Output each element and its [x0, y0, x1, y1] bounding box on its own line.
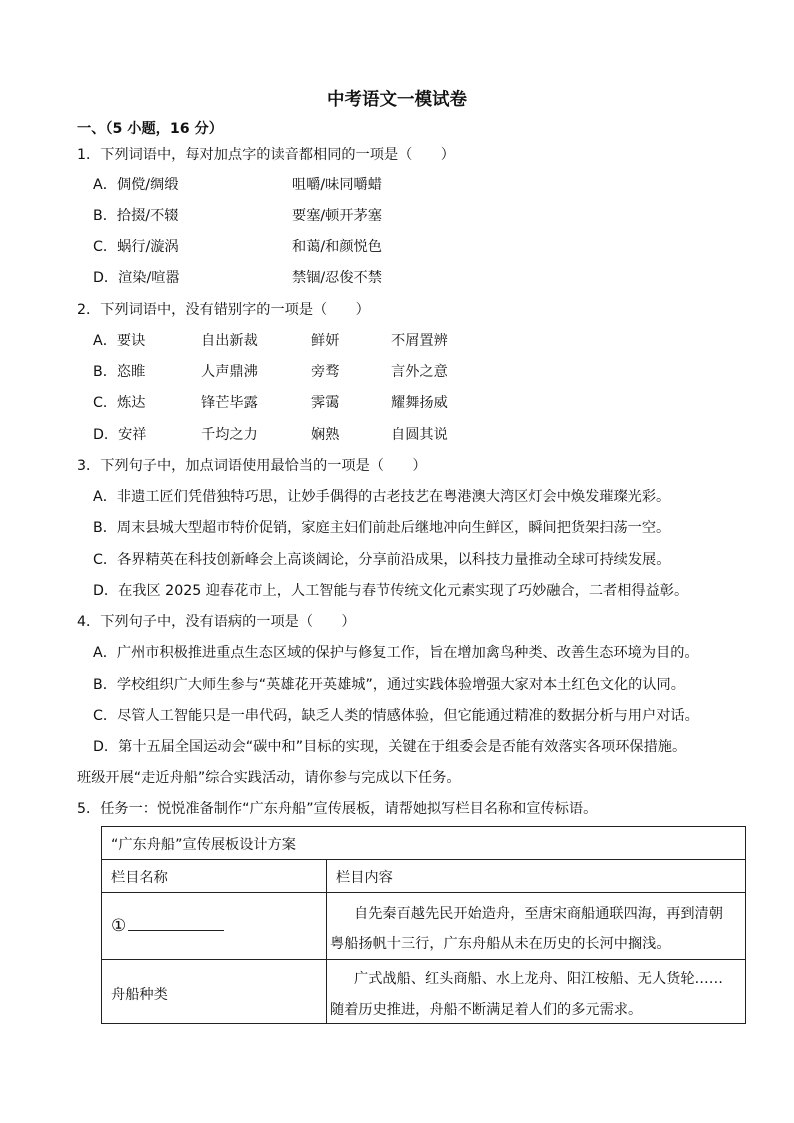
table-divider	[101, 959, 746, 960]
question-4-stem: 4．下列句子中，没有语病的一项是（ ）	[77, 614, 356, 630]
question-2-stem: 2．下列词语中，没有错别字的一项是（ ）	[77, 302, 370, 318]
q3-option-c: C．各界精英在科技创新峰会上高谈阔论，分享前沿成果，以科技力量推动全球可持续发展。	[93, 552, 671, 568]
row1-content-line2: 粤船扬帆十三行，广东舟船从未在历史的长河中搁浅。	[330, 936, 671, 952]
table-header-name: 栏目名称	[111, 870, 168, 886]
q2-option-c: C．炼达	[93, 395, 146, 411]
table-column-divider	[326, 859, 327, 1024]
q1-option-c: C．蜗行/漩涡	[93, 239, 179, 255]
answer-blank-1	[111, 916, 224, 936]
section-heading: 一、（5 小题，16 分）	[77, 121, 223, 137]
q1-option-c-pair: 和蔼/和颜悦色	[292, 239, 382, 255]
q3-option-a: A．非遗工匠们凭借独特巧思，让妙手偶得的古老技艺在粤港澳大湾区灯会中焕发璀璨光彩。	[93, 489, 671, 505]
q3-option-d: D．在我区 2025 迎春花市上，人工智能与春节传统文化元素实现了巧妙融合，二者相得益彰。	[93, 583, 689, 599]
q1-option-b-pair: 要塞/顿开茅塞	[292, 208, 382, 224]
q1-option-d-pair: 禁锢/忍俊不禁	[292, 270, 382, 286]
table-caption: “广东舟船”宣传展板设计方案	[111, 837, 296, 853]
q2-option-a-word3: 鲜妍	[311, 333, 340, 349]
q1-option-a: A．倜傥/绸缎	[93, 177, 179, 193]
row2-content-line2: 随着历史推进，舟船不断满足着人们的多元需求。	[330, 1002, 643, 1018]
row2-name: 舟船种类	[111, 987, 168, 1003]
q2-option-d-word3: 娴熟	[311, 427, 340, 443]
q2-option-d-word4: 自圆其说	[391, 427, 448, 443]
question-1-stem: 1．下列词语中，每对加点字的读音都相同的一项是（ ）	[77, 147, 455, 163]
table-divider	[101, 859, 746, 860]
q4-option-d: D．第十五届全国运动会“碳中和”目标的实现，关键在于组委会是否能有效落实各项环保措施。	[93, 739, 687, 755]
q2-option-d-word2: 千均之力	[201, 427, 258, 443]
row1-content-line1: 自先秦百越先民开始造舟，至唐宋商船通联四海，再到清朝	[354, 906, 723, 922]
activity-intro: 班级开展“走近舟船”综合实践活动，请你参与完成以下任务。	[77, 770, 461, 786]
q4-option-b: B．学校组织广大师生参与“英雄花开英雄城”，通过实践体验增强大家对本土红色文化的认同。	[93, 677, 685, 693]
question-5-stem: 5．任务一：悦悦准备制作“广东舟船”宣传展板，请帮她拟写栏目名称和宣传标语。	[77, 801, 598, 817]
row2-content-line1: 广式战船、红头商船、水上龙舟、阳江桉船、无人货轮……	[354, 971, 723, 987]
q4-option-c: C．尽管人工智能只是一串代码，缺乏人类的情感体验，但它能通过精准的数据分析与用户对话。	[93, 708, 699, 724]
q2-option-c-word2: 锋芒毕露	[201, 395, 258, 411]
fill-in-blank-line	[128, 916, 224, 931]
q2-option-c-word3: 霁霭	[311, 395, 340, 411]
q2-option-b: B．恣睢	[93, 364, 146, 380]
table-divider	[101, 892, 746, 893]
circled-number: ①	[111, 916, 127, 936]
page-title: 中考语文一模试卷	[327, 90, 467, 110]
q2-option-b-word4: 言外之意	[391, 364, 448, 380]
q2-option-b-word3: 旁骛	[311, 364, 340, 380]
q2-option-a: A．要诀	[93, 333, 146, 349]
q4-option-a: A．广州市积极推进重点生态区域的保护与修复工作，旨在增加禽鸟种类、改善生态环境为目的。	[93, 645, 699, 661]
q3-option-b: B．周末县城大型超市特价促销，家庭主妇们前赴后继地冲向生鲜区，瞬间把货架扫荡一空。	[93, 520, 671, 536]
q1-option-a-pair: 咀嚼/味同嚼蜡	[292, 177, 382, 193]
q2-option-b-word2: 人声鼎沸	[201, 364, 258, 380]
q2-option-a-word2: 自出新裁	[201, 333, 258, 349]
q1-option-d: D．渲染/喧嚣	[93, 270, 180, 286]
q2-option-a-word4: 不屑置辨	[391, 333, 448, 349]
question-3-stem: 3．下列句子中，加点词语使用最恰当的一项是（ ）	[77, 458, 427, 474]
q1-option-b: B．拾掇/不辍	[93, 208, 179, 224]
q2-option-d: D．安祥	[93, 427, 147, 443]
table-header-content: 栏目内容	[336, 870, 393, 886]
q2-option-c-word4: 耀舞扬威	[391, 395, 448, 411]
